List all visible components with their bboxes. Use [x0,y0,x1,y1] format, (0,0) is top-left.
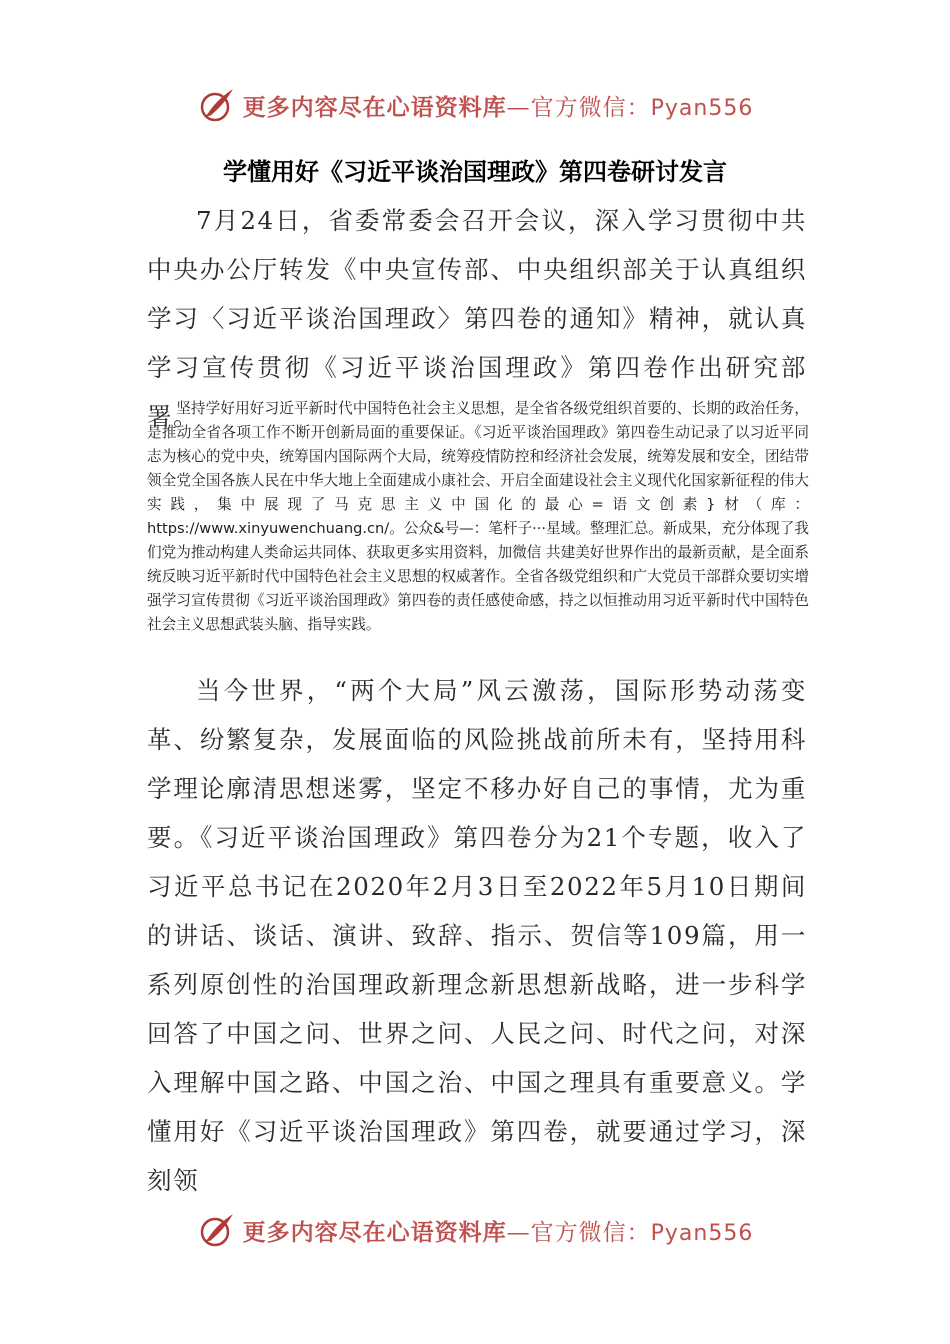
paragraph-small-print: 坚持学好用好习近平新时代中国特色社会主义思想，是全省各级党组织首要的、长期的政治任务，是推动全省各项工作不断开创新局面的重要保证。《习近平谈治国理政》第四卷生动记录了以习近平同志为核心的党中央，统筹国内国际两个大局，统筹疫情防控和经济社会发展，统筹发展和安全，团结带领全党全国各族人民在中华大地上全面建成小康社会、开启全面建设社会主义现代化国家新征程的伟大实践，集中展现了马克思主义中国化的最心=语文创素}材（库：https://www.xinyuwenchuang.cn/。公众&号—：笔杆子···星域。整理汇总。新成果，充分体现了我们党为推动构建人类命运共同体、获取更多实用资料，加微信 共建美好世界作出的最新贡献，是全面系统反映习近平新时代中国特色社会主义思想的权威著作。全省各级党组织和广大党员干部群众要切实增强学习宣传贯彻《习近平谈治国理政》第四卷的责任感使命感，持之以恒推动用习近平新时代中国特色社会主义思想武装头脑、指导实践。 [147,400,809,633]
header-dash: — [506,94,531,121]
header-wechat-label: 官方微信： [530,94,651,121]
header-brand: 更多内容尽在心语资料库 [242,93,507,121]
quill-pen-icon [197,1210,237,1250]
paragraph-intro: 7月24日，省委常委会召开会议，深入学习贯彻中共中央办公厅转发《中央宣传部、中央组织部关于认真组织学习〈习近平谈治国理政〉第四卷的通知》精神，就认真学习宣传贯彻《习近平谈治国理政》第四卷作出研究部署。 [147,206,807,431]
quill-pen-icon [197,85,237,125]
header-watermark-banner [0,80,950,130]
paragraph-context: 当今世界，“两个大局”风云激荡，国际形势动荡变革、纷繁复杂，发展面临的风险挑战前所未有，坚持用科学理论廓清思想迷雾，坚定不移办好自己的事情，尤为重要。《习近平谈治国理政》第四卷分为21个专题，收入了习近平总书记在2020年2月3日至2022年5月10日期间的讲话、谈话、演讲、致辞、指示、贺信等109篇，用一系列原创性的治国理政新理念新思想新战略，进一步科学回答了中国之问、世界之问、人民之问、时代之问，对深入理解中国之路、中国之治、中国之理具有重要意义。学懂用好《习近平谈治国理政》第四卷，就要通过学习，深刻领 [147,676,807,1195]
footer-watermark-banner [0,1205,950,1255]
footer-brand: 更多内容尽在心语资料库 [242,1218,507,1246]
header-wechat-id: Pyan556 [650,95,754,121]
header-banner-text [243,89,754,122]
footer-banner-text [243,1214,754,1247]
footer-wechat-label: 官方微信： [530,1219,651,1246]
document-title: 学懂用好《习近平谈治国理政》第四卷研讨发言 [223,158,727,186]
footer-wechat-id: Pyan556 [650,1220,754,1246]
footer-dash: — [506,1219,531,1246]
